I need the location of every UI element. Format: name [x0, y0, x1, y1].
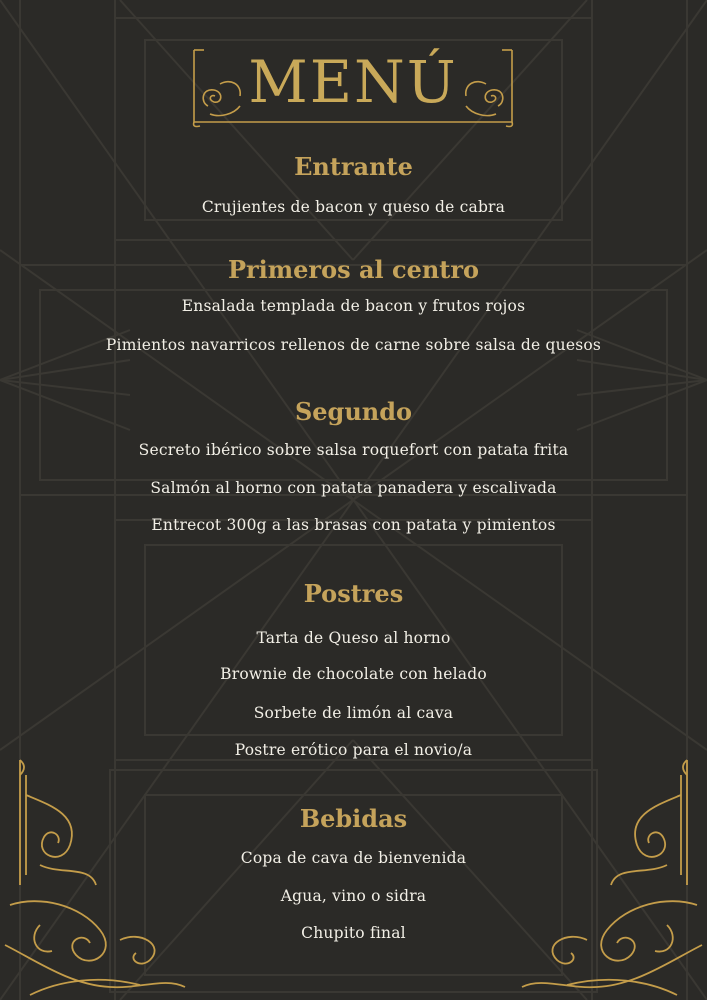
page-title: MENÚ	[248, 48, 458, 116]
corner-flourish-right	[507, 755, 707, 1000]
section-heading-segundo: Segundo	[294, 397, 413, 426]
menu-item: Pimientos navarricos rellenos de carne sobre salsa de quesos	[105, 336, 602, 354]
section-heading-bebidas: Bebidas	[299, 804, 408, 833]
menu-item: Chupito final	[301, 924, 406, 942]
menu-item: Tarta de Queso al horno	[256, 629, 451, 647]
section-heading-entrante: Entrante	[294, 152, 413, 181]
menu-item: Crujientes de bacon y queso de cabra	[201, 198, 506, 216]
menu-item: Ensalada templada de bacon y frutos rojos	[181, 297, 526, 315]
title-block	[190, 44, 516, 128]
menu-item: Entrecot 300g a las brasas con patata y pimientos	[151, 516, 556, 534]
menu-item: Brownie de chocolate con helado	[220, 665, 487, 683]
menu-item: Sorbete de limón al cava	[253, 704, 454, 722]
menu-item: Copa de cava de bienvenida	[240, 849, 467, 867]
menu-item: Agua, vino o sidra	[280, 887, 427, 905]
section-heading-postres: Postres	[303, 579, 404, 608]
menu-item: Salmón al horno con patata panadera y escalivada	[150, 479, 557, 497]
menu-item: Postre erótico para el novio/a	[234, 741, 473, 759]
corner-flourish-left	[0, 755, 200, 1000]
menu-item: Secreto ibérico sobre salsa roquefort con patata frita	[138, 441, 569, 459]
section-heading-primeros: Primeros al centro	[227, 255, 480, 284]
